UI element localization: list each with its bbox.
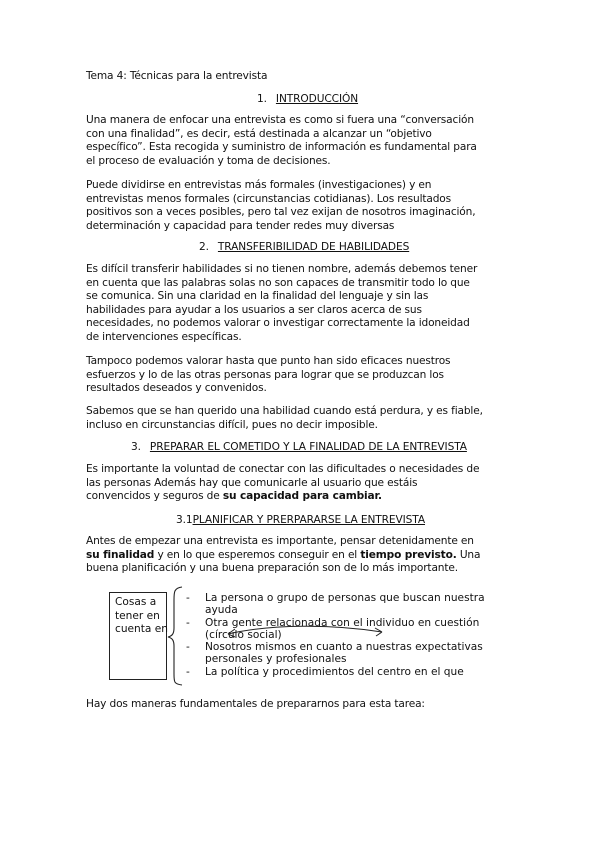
text-line: incluso en circunstancias difícil, pues no decir imposible.: [86, 418, 378, 431]
paragraph-prepare: [86, 463, 516, 504]
text-line: ayuda: [205, 604, 238, 617]
text-segment: Una: [456, 548, 481, 561]
text-line: Puede dividirse en entrevistas más formales (investigaciones) y en: [86, 179, 432, 191]
text-segment: convencidos y seguros de: [86, 490, 223, 503]
text-line: cuenta en: [115, 623, 169, 636]
text-line: La política y procedimientos del centro en el que: [205, 665, 464, 678]
text-line: se comunica. Sin una claridad en la finalidad del lenguaje y sin las: [86, 290, 429, 303]
text-line: determinación y capacidad para tender redes muy diversas: [86, 219, 395, 232]
text-line: Cosas a: [115, 596, 157, 608]
text-line: [86, 549, 516, 563]
paragraph-transfer-2: [86, 355, 516, 396]
paragraph-closing: Hay dos maneras fundamentales de prepararnos para esta tarea:: [86, 698, 425, 710]
list-item: [186, 641, 516, 666]
section-title: PLANIFICAR Y PRERPARARSE LA ENTREVISTA: [192, 514, 426, 526]
text-line: tener en: [115, 609, 160, 622]
text-line: específico”. Esta recogida y suministro de información es fundamental para: [86, 141, 477, 154]
document-title: Tema 4: Técnicas para la entrevista: [86, 70, 268, 82]
curly-brace-icon: [166, 586, 186, 686]
text-line: Otra gente relacionada con el individuo en cuestión: [205, 616, 480, 629]
section-number: 3.1: [176, 514, 193, 526]
text-line: Es importante la voluntad de conectar con las dificultades o necesidades de: [86, 463, 480, 475]
text-line: resultados deseados y convenidos.: [86, 382, 267, 395]
section-heading-2: [199, 241, 409, 255]
double-arrow-icon: [222, 622, 392, 642]
text-segment: y en lo que esperemos conseguir en el: [154, 548, 361, 561]
text-line: en cuenta que las palabras solas no son capaces de transmitir todo lo que: [86, 276, 470, 289]
text-line: de intervenciones específicas.: [86, 330, 242, 343]
section-heading-1: [257, 93, 358, 107]
text-line: el proceso de evaluación y toma de decisiones.: [86, 154, 331, 167]
text-line: Antes de empezar una entrevista es importante, pensar detenidamente en: [86, 535, 474, 547]
bullet-dash: -: [186, 641, 190, 654]
text-line: positivos son a veces posibles, pero tal vez exijan de nosotros imaginación,: [86, 206, 476, 219]
bold-text: su capacidad para cambiar.: [222, 490, 382, 503]
text-line: [86, 490, 516, 504]
text-line: La persona o grupo de personas que buscan nuestra: [205, 592, 485, 604]
text-line: Sabemos que se han querido una habilidad cuando está perdura, y es fiable,: [86, 405, 483, 417]
text-line: buena planificación y una buena preparación son de lo más importante.: [86, 562, 458, 575]
paragraph-intro-2: [86, 179, 516, 233]
text-line: (círculo social): [205, 628, 282, 641]
text-line: entrevistas menos formales (circunstancias cotidianas). Los resultados: [86, 192, 451, 205]
bold-text: tiempo previsto.: [360, 548, 457, 561]
bold-text: su finalidad: [86, 548, 155, 561]
text-line: esfuerzos y lo de las otras personas para lograr que se produzcan los: [86, 368, 444, 381]
section-heading-3: [131, 441, 467, 455]
bullet-dash: -: [186, 616, 190, 629]
bullet-dash: -: [186, 592, 190, 604]
paragraph-plan: [86, 535, 516, 576]
text-line: Una manera de enfocar una entrevista es como si fuera una “conversación: [86, 114, 474, 126]
bullet-dash: -: [186, 665, 190, 678]
section-heading-3-1: [176, 514, 425, 528]
paragraph-intro-1: [86, 114, 516, 168]
text-line: personales y profesionales: [205, 653, 347, 666]
text-line: con una finalidad”, es decir, está destinada a alcanzar un “objetivo: [86, 127, 432, 140]
text-line: necesidades, no podemos valorar o investigar correctamente la idoneidad: [86, 317, 470, 330]
text-line: Nosotros mismos en cuanto a nuestras expectativas: [205, 641, 483, 654]
text-line: las personas Además hay que comunicarle al usuario que estáis: [86, 476, 418, 489]
list-item: [186, 666, 516, 678]
text-line: Tampoco podemos valorar hasta que punto han sido eficaces nuestros: [86, 355, 451, 367]
list-item: [186, 592, 516, 617]
section-title: INTRODUCCIÓN: [275, 93, 359, 105]
text-line: habilidades para ayudar a los usuarios a ser claros acerca de sus: [86, 303, 422, 316]
paragraph-transfer-1: [86, 263, 516, 345]
paragraph-transfer-3: [86, 405, 516, 432]
text-line: Es difícil transferir habilidades si no tienen nombre, además debemos tener: [86, 263, 478, 275]
section-number: 1.: [257, 93, 267, 105]
section-number: 2.: [199, 241, 209, 253]
section-number: 3.: [131, 441, 141, 453]
section-title: TRANSFERIBILIDAD DE HABILIDADES: [217, 241, 410, 253]
section-title: PREPARAR EL COMETIDO Y LA FINALIDAD DE LA ENTREVISTA: [149, 441, 467, 453]
